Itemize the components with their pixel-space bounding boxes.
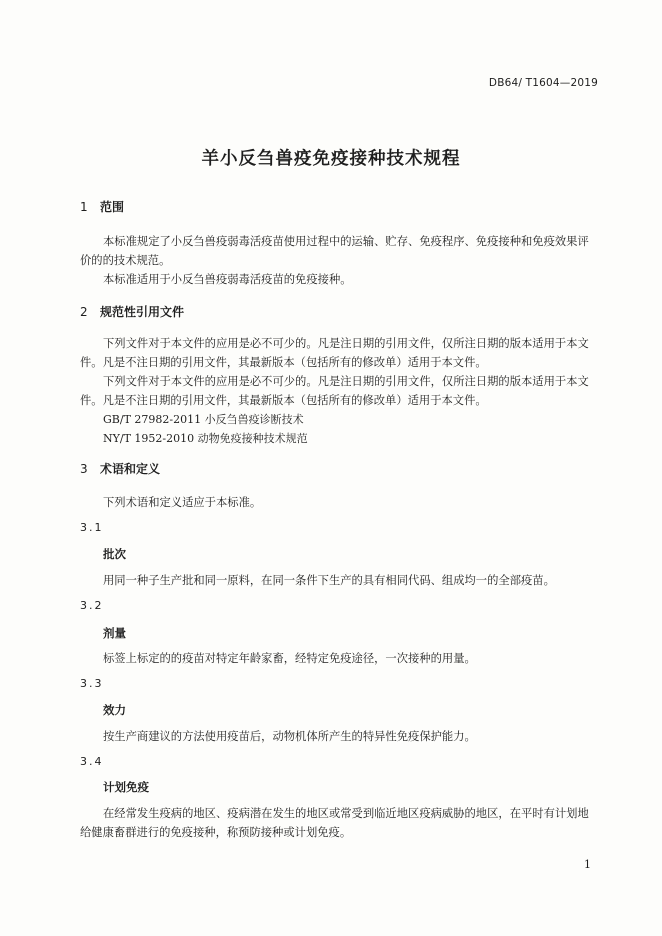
term-number: 3.3 (80, 677, 104, 690)
paragraph: 在经常发生疫病的地区、疫病潜在发生的地区或常受到临近地区疫病威胁的地区，在平时有计划地给健康畜群进行的免疫接种，称预防接种或计划免疫。 (80, 807, 589, 839)
reference-item: GB/T 27982-2011 小反刍兽疫诊断技术 (103, 413, 304, 426)
term-definition: 按生产商建议的方法使用疫苗后，动物机体所产生的特异性免疫保护能力。 (103, 730, 476, 743)
paragraph: 下列文件对于本文件的应用是必不可少的。凡是注日期的引用文件，仅所注日期的版本适用于本文件。凡是不注日期的引用文件，其最新版本（包括所有的修改单）适用于本文件。 (80, 337, 589, 369)
section-number: 2 (80, 305, 88, 319)
term-number: 3.4 (80, 755, 104, 768)
section-number: 3 (80, 462, 88, 476)
term-name: 批次 (103, 547, 126, 561)
paragraph: 本标准适用于小反刍兽疫弱毒活疫苗的免疫接种。 (103, 273, 352, 286)
reference-item: NY/T 1952-2010 动物免疫接种技术规范 (103, 432, 308, 445)
term-name: 效力 (103, 703, 126, 717)
term-definition: 用同一种子生产批和同一原料，在同一条件下生产的具有相同代码、组成均一的全部疫苗。 (103, 574, 555, 587)
term-number: 3.1 (80, 521, 104, 534)
section-title: 范围 (100, 200, 125, 214)
term-number: 3.2 (80, 599, 104, 612)
standard-code: DB64/ T1604—2019 (488, 77, 598, 89)
section-title: 术语和定义 (100, 462, 161, 476)
terms-intro: 下列术语和定义适应于本标准。 (103, 496, 262, 509)
section-body-scope (80, 232, 600, 289)
paragraph: 下列文件对于本文件的应用是必不可少的。凡是注日期的引用文件，仅所注日期的版本适用于本文件。凡是不注日期的引用文件，其最新版本（包括所有的修改单）适用于本文件。 (80, 375, 589, 407)
section-heading-normative-references (80, 303, 184, 320)
page-number: 1 (584, 858, 591, 871)
term-definition (80, 804, 600, 842)
section-heading-terms (80, 460, 160, 477)
section-heading-scope (80, 198, 124, 215)
paragraph: 本标准规定了小反刍兽疫弱毒活疫苗使用过程中的运输、贮存、免疫程序、免疫接种和免疫效果评价的的技术规范。 (80, 235, 589, 267)
term-definition: 标签上标定的的疫苗对特定年龄家畜，经特定免疫途径，一次接种的用量。 (103, 652, 476, 665)
section-title: 规范性引用文件 (100, 305, 185, 319)
document-title: 羊小反刍兽疫免疫接种技术规程 (201, 149, 461, 169)
section-body-references (80, 334, 600, 448)
term-name: 剂量 (103, 626, 126, 640)
section-number: 1 (80, 200, 88, 214)
term-name: 计划免疫 (103, 780, 149, 794)
